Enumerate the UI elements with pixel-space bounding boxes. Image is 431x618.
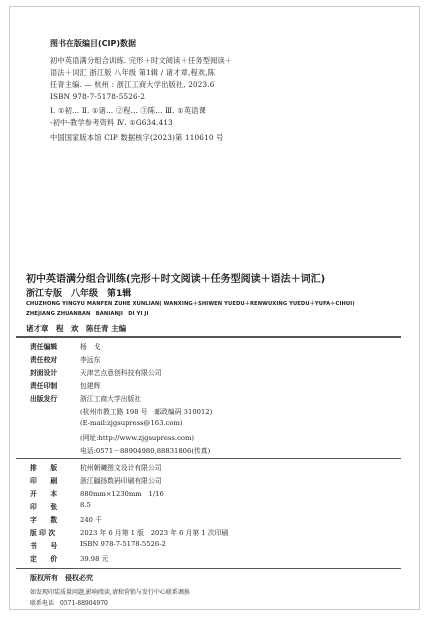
print-value: 浙江疆扬数码印刷有限公司 [80, 477, 162, 485]
print-label: 书 号 [30, 542, 58, 550]
print-value: 2023 年 6 月第 1 版 2023 年 6 月第 1 次印刷 [80, 529, 229, 537]
print-value: 39.98 元 [80, 555, 109, 563]
cip-line-2: 语法＋词汇 浙江版 八年级 第1辑 / 诸才章,程欢,陈 [50, 68, 216, 77]
book-authors: 诸才章 程 欢 陈任青 主编 [26, 324, 127, 333]
print-label: 印 张 [30, 503, 58, 511]
book-title: 初中英语满分组合训练(完形＋时文阅读＋任务型阅读＋语法＋词汇) [26, 274, 326, 285]
cip-line-1: 初中英语满分组合训练. 完形＋时文阅读＋任务型阅读＋ [50, 56, 233, 65]
info-value: 包建辉 [80, 382, 101, 390]
info-label: 封面设计 [30, 369, 58, 377]
contact-phone: 联系电话 0571-88904970 [30, 600, 108, 607]
print-label: 定 价 [30, 555, 58, 563]
divider-bottom [16, 568, 401, 569]
book-subtitle: 浙江专版 八年级 第1辑 [26, 289, 132, 299]
info-value: (杭州市教工路 198 号 邮政编码 310012) [80, 408, 213, 416]
info-label: 责任印制 [30, 382, 58, 390]
print-label: 版 印 次 [30, 529, 56, 537]
info-label: 责任校对 [30, 356, 58, 364]
print-label: 字 数 [30, 516, 58, 524]
book-pinyin-line-1: CHUZHONG YINGYU MANFEN ZUHE XUNLIAN( WANXING＋SHIWEN YUEDU＋RENWUXING YUEDU＋YUFA＋CIHUI) [26, 301, 355, 307]
cip-line-4: ISBN 978-7-5178-5526-2 [50, 92, 146, 101]
copyright-notice: 版权所有 侵权必究 [30, 574, 93, 582]
info-value: 浙江工商大学出版社 [80, 395, 142, 403]
print-value: ISBN 978-7-5178-5526-2 [80, 540, 166, 548]
cip-line-7: 中国国家版本馆 CIP 数据核字(2023)第 110610 号 [50, 133, 224, 142]
print-label: 开 本 [30, 490, 58, 498]
divider-top [16, 336, 401, 338]
info-value: 杨 戈 [80, 343, 101, 351]
info-label: 责任编辑 [30, 343, 58, 351]
print-label: 排 版 [30, 464, 58, 472]
cip-line-3: 任青主编. — 杭州 : 浙江工商大学出版社, 2023.6 [50, 80, 215, 89]
cip-line-5: Ⅰ. ①初… Ⅱ. ①诸… ②程… ③陈… Ⅲ. ①英语课 [50, 106, 207, 115]
print-label: 印 刷 [30, 477, 58, 485]
print-value: 8.5 [80, 501, 91, 509]
info-value: (E-mail:zjgsupress@163.com) [80, 419, 183, 427]
divider-middle [16, 458, 401, 459]
info-value: (网址:http://www.zjgsupress.com) [80, 434, 195, 442]
print-value: 880mm×1230mm 1/16 [80, 490, 164, 498]
cip-heading: 图书在版编目(CIP)数据 [50, 39, 137, 48]
info-value: 李远东 [80, 356, 101, 364]
book-pinyin-line-2: ZHEJIANG ZHUANBAN BANIANJI DI YI JI [26, 311, 149, 317]
print-value: 杭州朝曦图文设计有限公司 [80, 464, 162, 472]
info-value: 天津艺点意创科技有限公司 [80, 369, 162, 377]
print-value: 240 千 [80, 516, 102, 524]
info-value: 电话:0571－88904980,88831806(传真) [80, 447, 211, 455]
quality-notice: 如发现印装质量问题,影响阅读,请和营销与发行中心联系调换 [30, 589, 190, 596]
cip-line-6: -初中-教学参考资料 Ⅳ. ①G634.413 [50, 118, 173, 127]
info-label: 出版发行 [30, 395, 58, 403]
